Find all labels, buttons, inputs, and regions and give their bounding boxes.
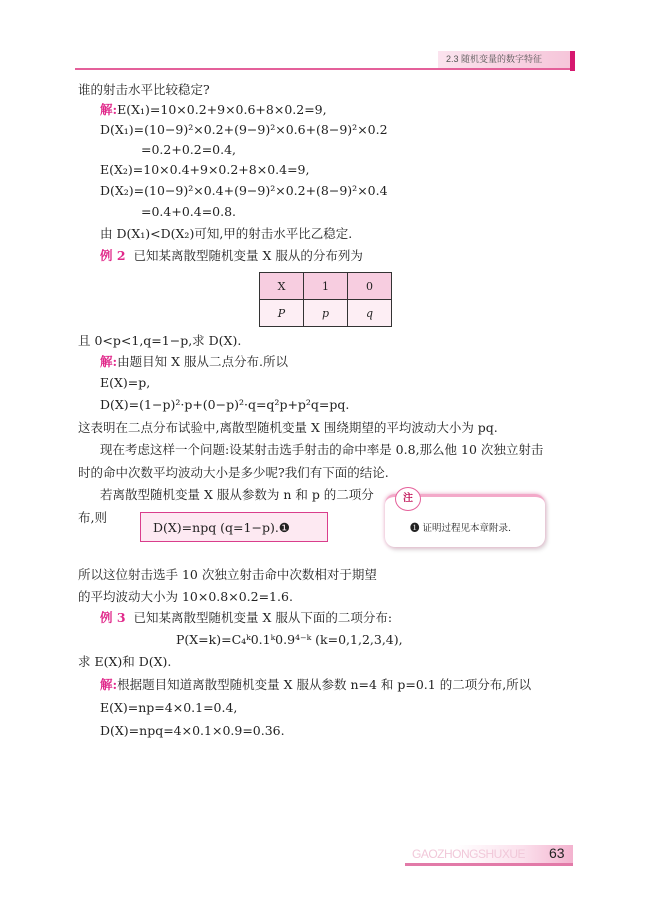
header-accent-bar <box>570 51 575 71</box>
text-line <box>100 102 327 118</box>
note-text: ❶ 证明过程见本章附录. <box>410 523 512 534</box>
table-cell: P <box>260 300 304 327</box>
formula-box: D(X)=npq (q=1−p).❶ <box>140 512 328 542</box>
example-label: 例 2 <box>100 248 126 263</box>
text-line: 若离散型随机变量 X 服从参数为 n 和 p 的二项分 <box>100 487 374 502</box>
solution-label: 解: <box>100 102 118 117</box>
equation: P(X=k)=C₄ᵏ0.1ᵏ0.9⁴⁻ᵏ (k=0,1,2,3,4), <box>176 632 403 647</box>
equation: E(X₂)=10×0.4+9×0.2+8×0.4=9, <box>100 162 310 177</box>
table-cell: p <box>304 300 348 327</box>
text-line: 现在考虑这样一个问题:设某射击选手射击的命中率是 0.8,那么他 10 次独立射击 <box>100 442 544 457</box>
text-line: 已知某离散型随机变量 X 服从下面的二项分布: <box>133 610 393 625</box>
text-line: 时的命中次数平均波动大小是多少呢?我们有下面的结论. <box>78 465 389 480</box>
equation: =0.2+0.2=0.4, <box>141 142 237 157</box>
text-line <box>100 677 531 693</box>
text-line <box>100 354 288 370</box>
table-cell: X <box>260 273 304 300</box>
equation: E(X₁)=10×0.2+9×0.6+8×0.2=9, <box>117 102 327 117</box>
text-line: 谁的射击水平比较稳定? <box>78 82 210 97</box>
example-2 <box>100 248 363 264</box>
text-line: 求 E(X)和 D(X). <box>78 654 172 669</box>
note-tag: 注 <box>395 487 421 511</box>
text-line: 的平均波动大小为 10×0.8×0.2=1.6. <box>78 589 293 604</box>
equation: D(X)=(1−p)²·p+(0−p)²·q=q²p+p²q=pq. <box>100 397 350 412</box>
text-line: 布,则 <box>78 510 107 525</box>
equation: D(X₂)=(10−9)²×0.4+(9−9)²×0.2+(8−9)²×0.4 <box>100 183 388 198</box>
text-line: 且 0<p<1,q=1−p,求 D(X). <box>78 333 242 348</box>
table-cell: 1 <box>304 273 348 300</box>
solution-label: 解: <box>100 677 118 692</box>
equation: E(X)=p, <box>100 375 151 390</box>
header-rule <box>75 68 575 70</box>
page-number: 63 <box>549 845 565 861</box>
equation: D(X₁)=(10−9)²×0.2+(9−9)²×0.6+(8−9)²×0.2 <box>100 122 388 137</box>
footer-brand: GAOZHONGSHUXUE <box>412 847 526 861</box>
text: 由题目知 X 服从二点分布.所以 <box>117 354 288 369</box>
equation: E(X)=np=4×0.1=0.4, <box>100 700 238 715</box>
example-label: 例 3 <box>100 610 126 625</box>
section-header: 2.3 随机变量的数字特征 <box>438 51 570 68</box>
equation: =0.4+0.4=0.8. <box>141 204 237 219</box>
table-cell: 0 <box>348 273 392 300</box>
example-3 <box>100 610 392 626</box>
equation: D(X)=npq=4×0.1×0.9=0.36. <box>100 723 285 738</box>
text-line: 所以这位射击选手 10 次独立射击命中次数相对于期望 <box>78 567 377 582</box>
distribution-table <box>259 272 392 327</box>
table-cell: q <box>348 300 392 327</box>
solution-label: 解: <box>100 354 118 369</box>
text: 根据题目知道离散型随机变量 X 服从参数 n=4 和 p=0.1 的二项分布,所以 <box>117 677 532 692</box>
text-line: 由 D(X₁)<D(X₂)可知,甲的射击水平比乙稳定. <box>100 226 353 241</box>
text-line: 这表明在二点分布试验中,离散型随机变量 X 围绕期望的平均波动大小为 pq. <box>78 420 498 435</box>
text-line: 已知某离散型随机变量 X 服从的分布列为 <box>133 248 363 263</box>
